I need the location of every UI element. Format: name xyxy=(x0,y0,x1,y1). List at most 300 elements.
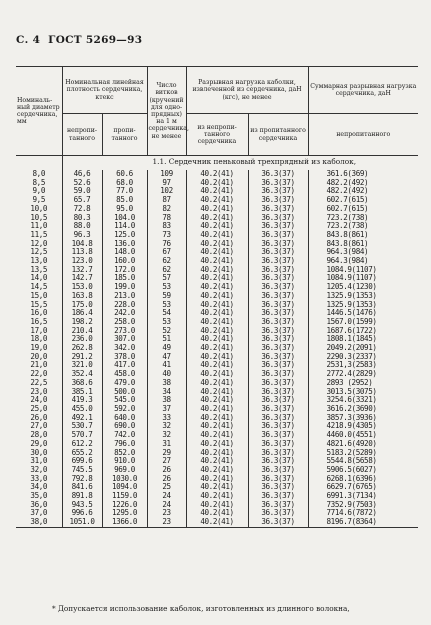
table-cell: 1051.0 xyxy=(62,518,102,527)
table-cell: 1084.9(1107) xyxy=(308,274,418,283)
table-cell: 27,0 xyxy=(16,422,62,431)
table-cell: 38 xyxy=(147,379,186,388)
table-cell: 132.7 xyxy=(62,266,102,275)
table-cell: 3857.3(3936) xyxy=(308,414,418,423)
table-cell: 352.4 xyxy=(62,370,102,379)
table-cell: 23 xyxy=(147,509,186,518)
table-cell: 21,0 xyxy=(16,361,62,370)
col-nominal-diameter: Номинальный диаметр сердечника, мм xyxy=(16,67,62,156)
table-cell: 24 xyxy=(147,492,186,501)
table-cell: 36.3(37) xyxy=(248,231,308,240)
table-cell: 22,0 xyxy=(16,370,62,379)
table-cell: 40.2(41) xyxy=(186,292,248,301)
table-cell: 114.0 xyxy=(102,222,147,231)
table-cell: 321.0 xyxy=(62,361,102,370)
table-cell: 2049.2(2091) xyxy=(308,344,418,353)
table-cell: 8196.7(8364) xyxy=(308,518,418,527)
table-cell: 136.0 xyxy=(102,240,147,249)
table-cell: 198.2 xyxy=(62,318,102,327)
table-cell: 33,0 xyxy=(16,475,62,484)
table-cell: 5544.8(5658) xyxy=(308,457,418,466)
table-cell: 3013.5(3075) xyxy=(308,388,418,397)
table-cell: 530.7 xyxy=(62,422,102,431)
table-cell: 40.2(41) xyxy=(186,449,248,458)
table-cell: 52.6 xyxy=(62,179,102,188)
table-cell: 843.8(861) xyxy=(308,240,418,249)
table-cell: 41 xyxy=(147,361,186,370)
table-cell: 52 xyxy=(147,327,186,336)
table-cell: 80.3 xyxy=(62,214,102,223)
col-twist: Число витков (кручений для однопрядных) на 1 м сердечника, не менее xyxy=(147,67,186,156)
col-linear-density: Номинальная линейная плотность сердечника, ктекс xyxy=(62,67,147,114)
table-cell: 59.0 xyxy=(62,187,102,196)
table-cell: 361.6(369) xyxy=(308,170,418,179)
table-cell: 36.3(37) xyxy=(248,266,308,275)
table-cell: 40.2(41) xyxy=(186,196,248,205)
table-cell: 160.0 xyxy=(102,257,147,266)
table-cell: 26,0 xyxy=(16,414,62,423)
table-cell: 40 xyxy=(147,370,186,379)
table-cell: 34 xyxy=(147,388,186,397)
table-cell: 655.2 xyxy=(62,449,102,458)
table-cell: 82 xyxy=(147,205,186,214)
table-cell: 500.0 xyxy=(102,388,147,397)
table-cell: 14,5 xyxy=(16,283,62,292)
table-cell: 36.3(37) xyxy=(248,457,308,466)
table-cell: 36.3(37) xyxy=(248,335,308,344)
table-cell: 57 xyxy=(147,274,186,283)
table-cell: 23 xyxy=(147,518,186,527)
table-cell: 53 xyxy=(147,301,186,310)
table-cell: 602.7(615) xyxy=(308,196,418,205)
col-load-impregnated: из пропитанного сердечника xyxy=(248,114,308,156)
table-cell: 36.3(37) xyxy=(248,518,308,527)
table-cell: 40.2(41) xyxy=(186,344,248,353)
table-cell: 40.2(41) xyxy=(186,257,248,266)
table-cell: 37 xyxy=(147,405,186,414)
table-cell: 40.2(41) xyxy=(186,457,248,466)
table-cell: 1325.9(1353) xyxy=(308,301,418,310)
table-cell: 16,5 xyxy=(16,318,62,327)
table-cell: 455.0 xyxy=(62,405,102,414)
table-cell: 1366.0 xyxy=(102,518,147,527)
table-cell: 85.0 xyxy=(102,196,147,205)
table-cell: 60.6 xyxy=(102,170,147,179)
table-cell: 40.2(41) xyxy=(186,274,248,283)
table-cell: 36.3(37) xyxy=(248,327,308,336)
table-cell: 36.3(37) xyxy=(248,466,308,475)
table-cell: 59 xyxy=(147,292,186,301)
table-cell: 10,0 xyxy=(16,205,62,214)
table-cell: 25,0 xyxy=(16,405,62,414)
page-number: С. 4 xyxy=(16,34,41,46)
table-cell: 36.3(37) xyxy=(248,361,308,370)
table-cell: 40.2(41) xyxy=(186,309,248,318)
table-cell: 96.3 xyxy=(62,231,102,240)
table-cell: 1295.0 xyxy=(102,509,147,518)
table-cell: 592.0 xyxy=(102,405,147,414)
table-cell: 40.2(41) xyxy=(186,335,248,344)
table-cell: 199.0 xyxy=(102,283,147,292)
table-cell: 97 xyxy=(147,179,186,188)
table-cell: 9,0 xyxy=(16,187,62,196)
table-cell: 6991.3(7134) xyxy=(308,492,418,501)
table-cell: 77.0 xyxy=(102,187,147,196)
table-cell: 36.3(37) xyxy=(248,370,308,379)
table-cell: 10,5 xyxy=(16,214,62,223)
table-cell: 482.2(492) xyxy=(308,187,418,196)
table-cell: 16,0 xyxy=(16,309,62,318)
col-total-unimpregnated: непропитанного xyxy=(308,114,418,156)
table-cell: 163.8 xyxy=(62,292,102,301)
table-cell: 1687.6(1722) xyxy=(308,327,418,336)
table-cell: 87 xyxy=(147,196,186,205)
table-cell: 2531,3(2583) xyxy=(308,361,418,370)
table-cell: 68.0 xyxy=(102,179,147,188)
table-cell: 185.0 xyxy=(102,274,147,283)
table-cell: 32,0 xyxy=(16,466,62,475)
table-cell: 26 xyxy=(147,475,186,484)
table-cell: 6268.1(6396) xyxy=(308,475,418,484)
table-cell: 213.0 xyxy=(102,292,147,301)
table-cell: 40.2(41) xyxy=(186,492,248,501)
table-cell: 964.3(984) xyxy=(308,248,418,257)
table-cell: 891.8 xyxy=(62,492,102,501)
table-cell: 148.0 xyxy=(102,248,147,257)
table-cell: 72.8 xyxy=(62,205,102,214)
table-cell: 291.2 xyxy=(62,353,102,362)
section-title: 1.1. Сердечник пеньковый трехпрядный из каболок, xyxy=(152,157,357,167)
table-cell: 996.6 xyxy=(62,509,102,518)
table-cell: 36.3(37) xyxy=(248,431,308,440)
col-breaking-load: Разрывная нагрузка каболки, извлеченной из сердечника, даН (кгс), не менее xyxy=(186,67,308,114)
table-cell: 40.2(41) xyxy=(186,170,248,179)
table-cell: 40.2(41) xyxy=(186,283,248,292)
table-cell: 6629.7(6765) xyxy=(308,483,418,492)
table-cell: 95.0 xyxy=(102,205,147,214)
table-cell: 62 xyxy=(147,257,186,266)
table-cell: 123.0 xyxy=(62,257,102,266)
table-cell: 186.4 xyxy=(62,309,102,318)
table-cell: 37,0 xyxy=(16,509,62,518)
table-cell: 19,0 xyxy=(16,344,62,353)
table-cell: 36.3(37) xyxy=(248,283,308,292)
table-cell: 29 xyxy=(147,449,186,458)
table-body xyxy=(16,156,418,528)
specification-table xyxy=(16,66,418,528)
table-cell: 1226.0 xyxy=(102,501,147,510)
table-cell: 36.3(37) xyxy=(248,196,308,205)
table-cell: 40.2(41) xyxy=(186,501,248,510)
table-cell: 40.2(41) xyxy=(186,222,248,231)
table-row xyxy=(16,518,418,527)
table-cell: 40.2(41) xyxy=(186,231,248,240)
table-cell: 29,0 xyxy=(16,440,62,449)
table-cell: 40.2(41) xyxy=(186,214,248,223)
table-cell: 15,0 xyxy=(16,292,62,301)
table-cell: 40.2(41) xyxy=(186,205,248,214)
table-cell: 36.3(37) xyxy=(248,214,308,223)
table-cell: 36.3(37) xyxy=(248,353,308,362)
page-header xyxy=(16,34,142,46)
table-cell: 40.2(41) xyxy=(186,405,248,414)
table-cell: 40.2(41) xyxy=(186,431,248,440)
table-cell: 1325.9(1353) xyxy=(308,292,418,301)
table-cell: 153.0 xyxy=(62,283,102,292)
table-cell: 12,0 xyxy=(16,240,62,249)
table-cell: 36.3(37) xyxy=(248,422,308,431)
table-cell: 36.3(37) xyxy=(248,475,308,484)
table-cell: 18,0 xyxy=(16,335,62,344)
table-cell: 1030.0 xyxy=(102,475,147,484)
table-cell: 458.0 xyxy=(102,370,147,379)
col-linear-impregnated: пропитанного xyxy=(102,114,147,156)
table-cell: 262.8 xyxy=(62,344,102,353)
table-cell: 36.3(37) xyxy=(248,222,308,231)
table-cell: 13,5 xyxy=(16,266,62,275)
table-cell: 38,0 xyxy=(16,518,62,527)
table-cell: 36.3(37) xyxy=(248,414,308,423)
table-cell: 36.3(37) xyxy=(248,509,308,518)
table-cell: 15,5 xyxy=(16,301,62,310)
section-row xyxy=(16,156,418,171)
table-cell: 40.2(41) xyxy=(186,179,248,188)
table-cell: 969.0 xyxy=(102,466,147,475)
footnote: * Допускается использование каболок, изготовленных из длинного волокна, xyxy=(52,604,350,613)
section-spacer xyxy=(16,156,62,171)
table-cell: 4218.9(4305) xyxy=(308,422,418,431)
table-cell: 36,0 xyxy=(16,501,62,510)
table-cell: 40.2(41) xyxy=(186,370,248,379)
table-cell: 7714.6(7872) xyxy=(308,509,418,518)
table-cell: 9,5 xyxy=(16,196,62,205)
specification-table-wrapper xyxy=(16,66,418,528)
table-cell: 3254.6(3321) xyxy=(308,396,418,405)
table-cell: 723.2(738) xyxy=(308,214,418,223)
table-cell: 125.0 xyxy=(102,231,147,240)
table-cell: 62 xyxy=(147,266,186,275)
table-cell: 78 xyxy=(147,214,186,223)
col-load-unimpregnated: из непропитанного сердечника xyxy=(186,114,248,156)
table-cell: 2893 (2952) xyxy=(308,379,418,388)
table-cell: 36.3(37) xyxy=(248,344,308,353)
table-cell: 73 xyxy=(147,231,186,240)
table-cell: 417.0 xyxy=(102,361,147,370)
table-cell: 2290.3(2337) xyxy=(308,353,418,362)
table-cell: 479.0 xyxy=(102,379,147,388)
table-cell: 32 xyxy=(147,422,186,431)
table-cell: 36.3(37) xyxy=(248,257,308,266)
table-cell: 419.3 xyxy=(62,396,102,405)
table-cell: 1205.4(1230) xyxy=(308,283,418,292)
table-cell: 65.7 xyxy=(62,196,102,205)
table-cell: 31,0 xyxy=(16,457,62,466)
table-cell: 51 xyxy=(147,335,186,344)
table-cell: 40.2(41) xyxy=(186,353,248,362)
table-cell: 109 xyxy=(147,170,186,179)
table-cell: 40.2(41) xyxy=(186,466,248,475)
table-cell: 690.0 xyxy=(102,422,147,431)
table-cell: 54 xyxy=(147,309,186,318)
table-cell: 36.3(37) xyxy=(248,318,308,327)
table-cell: 49 xyxy=(147,344,186,353)
table-cell: 640.0 xyxy=(102,414,147,423)
table-cell: 482.2(492) xyxy=(308,179,418,188)
table-cell: 236.0 xyxy=(62,335,102,344)
table-cell: 172.0 xyxy=(102,266,147,275)
table-cell: 7352.9(7503) xyxy=(308,501,418,510)
table-cell: 2772.4(2829) xyxy=(308,370,418,379)
table-cell: 40.2(41) xyxy=(186,414,248,423)
table-cell: 242.0 xyxy=(102,309,147,318)
table-cell: 40.2(41) xyxy=(186,248,248,257)
table-cell: 53 xyxy=(147,283,186,292)
col-linear-unimpregnated: непропитанного xyxy=(62,114,102,156)
table-cell: 40.2(41) xyxy=(186,422,248,431)
table-cell: 40.2(41) xyxy=(186,361,248,370)
table-cell: 76 xyxy=(147,240,186,249)
table-cell: 40.2(41) xyxy=(186,240,248,249)
table-cell: 492.1 xyxy=(62,414,102,423)
table-cell: 36.3(37) xyxy=(248,187,308,196)
table-cell: 228.0 xyxy=(102,301,147,310)
table-cell: 8,5 xyxy=(16,179,62,188)
table-cell: 1084.9(1107) xyxy=(308,266,418,275)
table-cell: 35,0 xyxy=(16,492,62,501)
table-cell: 36.3(37) xyxy=(248,274,308,283)
table-cell: 38 xyxy=(147,396,186,405)
table-cell: 27 xyxy=(147,457,186,466)
table-cell: 723.2(738) xyxy=(308,222,418,231)
table-cell: 36.3(37) xyxy=(248,501,308,510)
table-cell: 36.3(37) xyxy=(248,170,308,179)
table-cell: 8,0 xyxy=(16,170,62,179)
table-cell: 40.2(41) xyxy=(186,388,248,397)
table-cell: 33 xyxy=(147,414,186,423)
table-cell: 24 xyxy=(147,501,186,510)
table-cell: 40.2(41) xyxy=(186,327,248,336)
table-cell: 47 xyxy=(147,353,186,362)
table-cell: 4460.0(4551) xyxy=(308,431,418,440)
table-cell: 24,0 xyxy=(16,396,62,405)
table-cell: 40.2(41) xyxy=(186,379,248,388)
table-cell: 26 xyxy=(147,466,186,475)
table-cell: 46,6 xyxy=(62,170,102,179)
table-cell: 258.0 xyxy=(102,318,147,327)
table-cell: 36.3(37) xyxy=(248,388,308,397)
table-cell: 102 xyxy=(147,187,186,196)
table-cell: 545.0 xyxy=(102,396,147,405)
table-cell: 36.3(37) xyxy=(248,248,308,257)
table-cell: 1567.0(1599) xyxy=(308,318,418,327)
table-cell: 40.2(41) xyxy=(186,187,248,196)
table-cell: 943.5 xyxy=(62,501,102,510)
table-cell: 40.2(41) xyxy=(186,301,248,310)
table-cell: 88.0 xyxy=(62,222,102,231)
table-cell: 36.3(37) xyxy=(248,240,308,249)
table-cell: 307.0 xyxy=(102,335,147,344)
table-cell: 1159.0 xyxy=(102,492,147,501)
table-cell: 1094.0 xyxy=(102,483,147,492)
table-cell: 843.8(861) xyxy=(308,231,418,240)
table-cell: 745.5 xyxy=(62,466,102,475)
table-cell: 40.2(41) xyxy=(186,483,248,492)
table-cell: 11,5 xyxy=(16,231,62,240)
table-cell: 34,0 xyxy=(16,483,62,492)
table-cell: 852.0 xyxy=(102,449,147,458)
table-cell: 36.3(37) xyxy=(248,405,308,414)
table-cell: 910.0 xyxy=(102,457,147,466)
table-header xyxy=(16,67,418,156)
table-cell: 40.2(41) xyxy=(186,396,248,405)
table-cell: 113.8 xyxy=(62,248,102,257)
table-cell: 36.3(37) xyxy=(248,292,308,301)
table-cell: 841.6 xyxy=(62,483,102,492)
table-cell: 742.0 xyxy=(102,431,147,440)
table-cell: 5183.2(5289) xyxy=(308,449,418,458)
table-cell: 36.3(37) xyxy=(248,492,308,501)
table-cell: 36.3(37) xyxy=(248,396,308,405)
table-cell: 342.0 xyxy=(102,344,147,353)
table-cell: 792.8 xyxy=(62,475,102,484)
table-cell: 40.2(41) xyxy=(186,509,248,518)
table-cell: 104.0 xyxy=(102,214,147,223)
table-cell: 31 xyxy=(147,440,186,449)
table-cell: 368.6 xyxy=(62,379,102,388)
standard-code: ГОСТ 5269—93 xyxy=(48,34,143,46)
table-cell: 14,0 xyxy=(16,274,62,283)
table-cell: 23,0 xyxy=(16,388,62,397)
table-cell: 602.7(615) xyxy=(308,205,418,214)
table-cell: 796.0 xyxy=(102,440,147,449)
table-cell: 142.7 xyxy=(62,274,102,283)
table-cell: 40.2(41) xyxy=(186,266,248,275)
table-cell: 612.2 xyxy=(62,440,102,449)
table-cell: 28,0 xyxy=(16,431,62,440)
table-cell: 40.2(41) xyxy=(186,518,248,527)
table-cell: 36.3(37) xyxy=(248,301,308,310)
table-cell: 30,0 xyxy=(16,449,62,458)
table-cell: 53 xyxy=(147,318,186,327)
table-cell: 3616.2(3690) xyxy=(308,405,418,414)
table-cell: 385.1 xyxy=(62,388,102,397)
table-cell: 40.2(41) xyxy=(186,440,248,449)
table-cell: 4821.6(4920) xyxy=(308,440,418,449)
table-cell: 104.8 xyxy=(62,240,102,249)
table-cell: 210.4 xyxy=(62,327,102,336)
table-cell: 40.2(41) xyxy=(186,475,248,484)
col-total-load: Суммарная разрывная нагрузка сердечника, даН xyxy=(308,67,418,114)
table-cell: 25 xyxy=(147,483,186,492)
table-cell: 36.3(37) xyxy=(248,179,308,188)
table-cell: 22,5 xyxy=(16,379,62,388)
table-cell: 36.3(37) xyxy=(248,440,308,449)
table-cell: 11,0 xyxy=(16,222,62,231)
table-cell: 36.3(37) xyxy=(248,205,308,214)
table-cell: 12,5 xyxy=(16,248,62,257)
table-cell: 273.0 xyxy=(102,327,147,336)
table-cell: 175.0 xyxy=(62,301,102,310)
table-cell: 964.3(984) xyxy=(308,257,418,266)
table-cell: 36.3(37) xyxy=(248,483,308,492)
table-cell: 17,0 xyxy=(16,327,62,336)
table-cell: 699.6 xyxy=(62,457,102,466)
table-cell: 20,0 xyxy=(16,353,62,362)
table-cell: 67 xyxy=(147,248,186,257)
table-cell: 40.2(41) xyxy=(186,318,248,327)
table-cell: 13,0 xyxy=(16,257,62,266)
table-cell: 570.7 xyxy=(62,431,102,440)
